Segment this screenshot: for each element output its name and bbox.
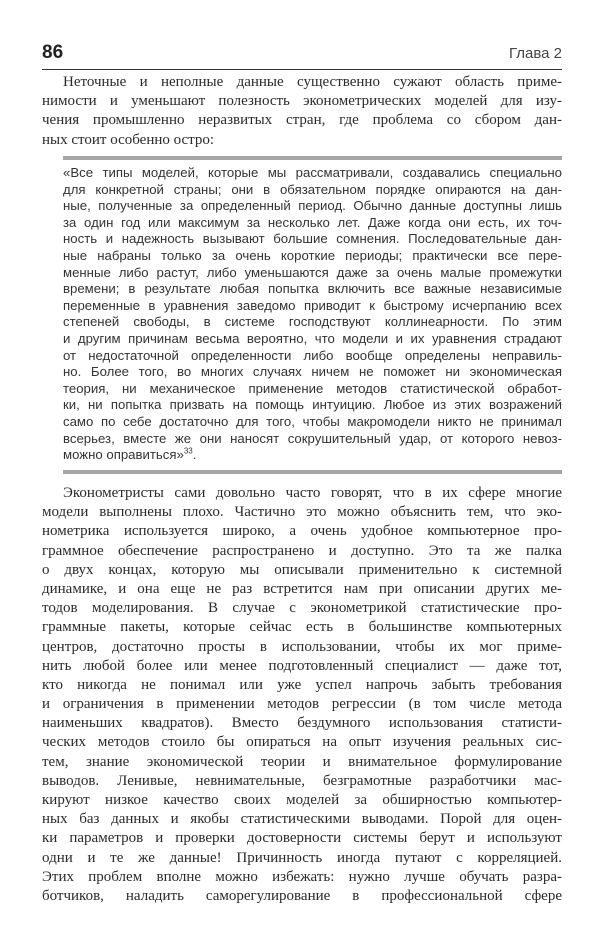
page-number: 86 bbox=[42, 42, 64, 63]
text-line: ность и надежность вызывают большие сомнения. Последовательные дан- bbox=[63, 231, 562, 247]
text-line: наименьших квадратов). Вместо бездумного использования статисти- bbox=[42, 715, 562, 732]
text-line: за один год или максимум за несколько лет. Даже когда они есть, их точ- bbox=[63, 214, 562, 230]
text-line bbox=[63, 447, 562, 464]
text-line: ческих методов стоило бы опираться на опыт изучения реальных сис- bbox=[42, 734, 562, 751]
text-line: ки, ни попытка призвать на помощь интуицию. Любое из этих возражений bbox=[63, 397, 562, 413]
text-line: Эконометристы сами довольно часто говорят, что в их сфере многие bbox=[63, 485, 562, 501]
text-line: модели выполнены плохо. Частично это можно объяснить тем, что эко- bbox=[42, 504, 562, 521]
chapter-title: Глава 2 bbox=[508, 45, 562, 62]
text-line: нимости и уменьшают полезность эконометрических моделей для изу- bbox=[42, 93, 562, 110]
footnote-ref[interactable]: 33 bbox=[183, 446, 193, 456]
quote-end-text: можно оправиться» bbox=[63, 447, 184, 463]
text-line: ные набраны только за очень короткие периоды; практически все пере- bbox=[63, 247, 562, 263]
text-line: теория, ни механическое применение методов статистической обработ- bbox=[63, 380, 562, 396]
text-line: степеней свободы, в системе господствуют коллинеарности. По этим bbox=[63, 314, 562, 330]
text-line: выводов. Ленивые, невнимательные, безграмотные разработчики мас- bbox=[42, 772, 562, 789]
text-line: и ограничения в применении методов регрессии (в том числе метода bbox=[42, 696, 562, 713]
text-line: но. Более того, во многих случаях ничем не поможет ни экономическая bbox=[63, 364, 562, 380]
paragraph-1 bbox=[42, 73, 562, 150]
text-line: чения промышленно неразвитых стран, где проблема со сбором дан- bbox=[42, 112, 562, 129]
text-line: граммное обеспечение распространено и доступно. Это та же палка bbox=[42, 542, 562, 559]
text-line: нометрика используется широко, а очень удобное компьютерное про- bbox=[42, 523, 562, 540]
text-line: «Все типы моделей, которые мы рассматривали, создавались специально bbox=[63, 165, 562, 180]
text-line: само по себе достаточно для того, чтобы макромодели никто не принимал bbox=[63, 413, 562, 429]
text-line: центров, достаточно просты в использовании, чтобы их мог приме- bbox=[42, 638, 562, 655]
text-line: тем, знание экономической теории и внимательное формулирование bbox=[42, 753, 562, 770]
text-line: и другим причинам весьма вероятно, что модели и их уравнения страдают bbox=[63, 330, 562, 346]
text-line: Этих проблем вполне можно избежать: нужно лучше обучать разра- bbox=[42, 868, 562, 885]
text-line: ных баз данных и якобы статистическими выводами. Порой для оцен- bbox=[42, 811, 562, 828]
text-line: переменные в уравнения заведомо приводит к быстрому исчерпанию всех bbox=[63, 297, 562, 313]
paragraph-2 bbox=[42, 484, 562, 906]
text-line: динамике, и она еще не раз встретится нам при описании других ме- bbox=[42, 580, 562, 597]
text-line: о двух концах, которую мы описывали применительно к системной bbox=[42, 561, 562, 578]
text-line: кируют низкое качество своих моделей за обширностью компьютер- bbox=[42, 792, 562, 808]
text-line: тодов моделирования. В случае с эконометрикой статистические про- bbox=[42, 600, 562, 617]
text-line: одни и те же данные! Причинность иногда путают с корреляцией. bbox=[42, 849, 562, 866]
text-line: граммные пакеты, которые сейчас есть в большинстве компьютерных bbox=[42, 619, 562, 636]
page-header bbox=[42, 42, 562, 70]
text-line: ных стоит особенно остро: bbox=[42, 131, 215, 148]
text-line: Неточные и неполные данные существенно сужают область приме- bbox=[63, 74, 562, 90]
text-line: ки параметров и проверки достоверности системы берут и используют bbox=[42, 830, 562, 847]
text-line: для конкретной страны; они в обязательном порядке опираются на дан- bbox=[63, 181, 562, 197]
period: . bbox=[192, 447, 197, 463]
text-line: всерьез, вместе же они наносят сокрушительный удар, от которого невоз- bbox=[63, 430, 562, 446]
text-line: от недостаточной определенности либо вообще определены неправиль- bbox=[63, 347, 562, 363]
text-line: ботчиков, наладить саморегулирование в профессиональной сфере bbox=[42, 887, 562, 904]
text-line: нить любой более или менее подготовленный специалист — даже тот, bbox=[42, 657, 562, 674]
text-line: времени; в результате любая попытка включить все важные независимые bbox=[63, 281, 562, 297]
text-line: кто никогда не понимал или уже успел напрочь забыть требования bbox=[42, 676, 562, 693]
text-line: менные либо растут, либо уменьшаются даже за очень малые промежутки bbox=[63, 264, 562, 280]
text-line: ные, полученные за определенный период. Обычно данные доступны лишь bbox=[63, 198, 562, 214]
block-quote bbox=[63, 156, 562, 474]
